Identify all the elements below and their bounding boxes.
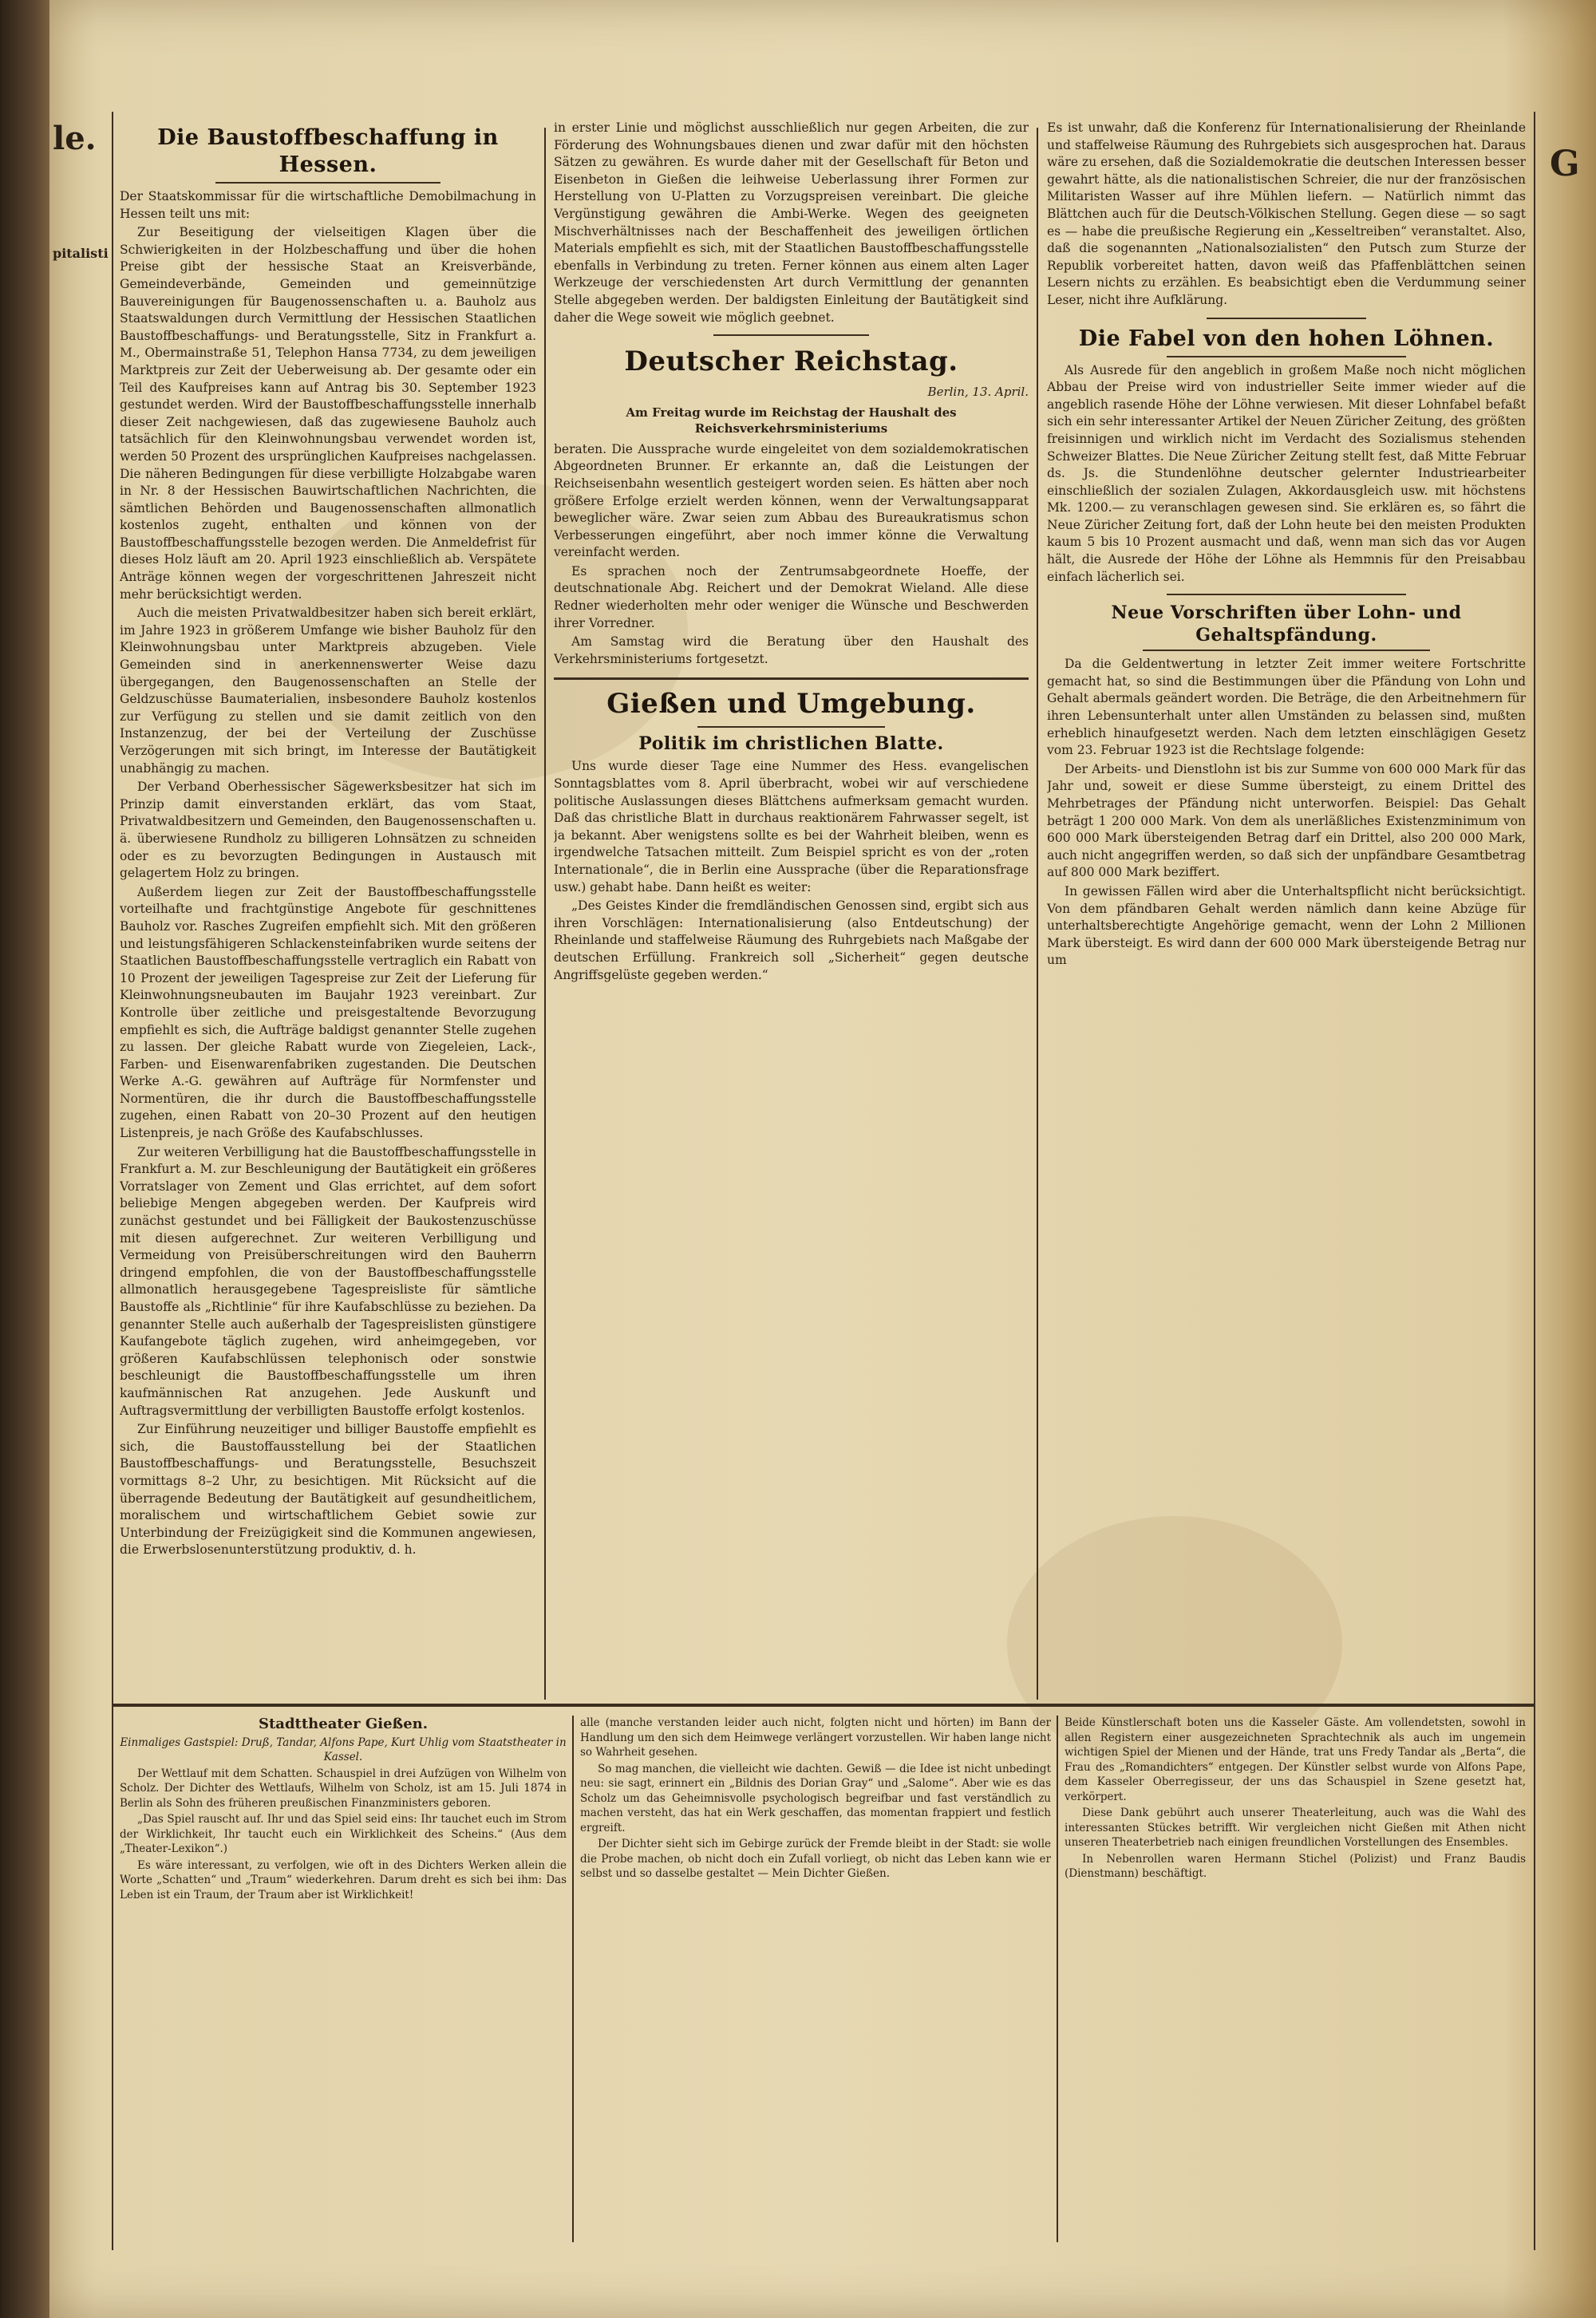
section-rule [112, 1704, 1534, 1707]
paragraph: Auch die meisten Privatwaldbesitzer haben sich bereit erklärt, im Jahre 1923 in größerem Umfange wie bisher Bauholz für den Kleinwohnungsbau unter Marktpreis abzugeben. Viele Gemeinden sind in anerkennenswerter Weise dazu übergegangen, den Baugenossenschaften an Stelle der Geldzuschüsse Baumaterialien, insbesondere Bauholz kostenlos zur Verfügung zu stellen und sie damit zeitlich von den Instanzenzug, der bei der Verteilung der Zuschüsse Verzögerungen mit sich bringt, im Interesse der Bautätigkeit unabhängig zu machen. [120, 606, 536, 776]
article-subtitle: Politik im christlichen Blatte. [638, 733, 944, 755]
column-rule [572, 1716, 574, 2242]
paragraph: Zur Beseitigung der vielseitigen Klagen über die Schwierigkeiten in der Holzbeschaffung und über die hohen Preise gibt der hessische Staat an Kreisverbände, Gemeindeverbände, Gemeinden und gemeinnützige Bauvereinigungen für Baugenossenschaften u. a. Bauholz aus Staatswaldungen durch Vermittlung der Hessischen Staatlichen Baustoffbeschaffungs- und Beratungsstelle, Sitz in Frankfurt a. M., Obermainstraße 51, Telephon Hansa 7734, zu dem jeweiligen Marktpreis zur Zeit der Ueberweisung ab. Der gesamte oder ein Teil des Kaufpreises kann auf Antrag bis 30. September 1923 gestundet werden. Wird der Baustoffbeschaffungsstelle innerhalb dieser Zeit nachgewiesen, daß das zugewiesene Bauholz auch tatsächlich für den Kleinwohnungsbau verwendet worden ist, werden 50 Prozent des ursprünglichen Kaufpreises nachgelassen. Die näheren Bedingungen für diese verbilligte Holzabgabe waren in Nr. 8 der Hessischen Bauwirtschaftlichen Nachrichten, die sämtlichen Behörden und Baugenossenschaften allmonatlich kostenlos zugeht, enthalten und können von der Baustoffbeschaffungsstelle bezogen werden. Die Anmeldefrist für dieses Holz läuft am 20. April 1923 einschließlich ab. Verspätete Anträge können wegen der vorgeschrittenen Jahreszeit nicht mehr berücksichtigt werden. [120, 225, 536, 602]
paragraph: „Des Geistes Kinder die fremdländischen Genossen sind, ergibt sich aus ihren Vorschlägen: Internationalisierung (also Entdeutschung) der Rheinlande und staffelweise Räumung des Ruhrgebiets nach Maßgabe der deutschen Erfüllung. Frankreich soll „Sicherheit“ gegen deutsche Angriffsgelüste gegeben werden.“ [554, 898, 1029, 982]
paragraph: Am Samstag wird die Beratung über den Haushalt des Verkehrsministeriums fortgesetzt. [554, 634, 1029, 666]
column-1 [120, 120, 536, 1700]
column-rule [544, 128, 546, 1700]
article-title-reichstag: Deutscher Reichstag. [624, 346, 958, 378]
theater-column-3 [1065, 1716, 1526, 2242]
subcaption: Am Freitag wurde im Reichstag der Haushalt des Reichsverkehrsministeriums [626, 405, 957, 436]
paragraph: in erster Linie und möglichst ausschließlich nur gegen Arbeiten, die zur Förderung des Wohnungsbaues dienen und zwar dafür mit den höchsten Sätzen zu gewähren. Es wurde daher mit der Gesellschaft für Beton und Eisenbeton in Gießen die leihweise Ueberlassung ihrer Formen zur Herstellung von U-Platten zu Vorzugspreisen vereinbart. Die gleiche Vergünstigung gewähren die Ambi-Werke. Wegen des geeigneten Mischverhältnisses nach der Beschaffenheit des jeweiligen örtlichen Materials empfiehlt es sich, mit der Staatlichen Baustoffbeschaffungsstelle ebenfalls in Verbindung zu treten. Ferner können aus einem alten Lager Werkzeuge der verschiedensten Art durch Vermittlung der genannten Stelle abgegeben werden. Der baldigsten Einleitung der Bautätigkeit sind daher die Wege soweit wie möglich geebnet. [554, 120, 1029, 325]
theater-column-2 [580, 1716, 1051, 2242]
dateline: Berlin, 13. April. [927, 385, 1029, 400]
paragraph: Es sprachen noch der Zentrumsabgeordnete Hoeffe, der deutschnationale Abg. Reichert und der Demokrat Wieland. Alle diese Redner wiederholten mehr oder weniger die Wünsche und Beschwerden ihrer Vorredner. [554, 563, 1029, 630]
paragraph: Zur Einführung neuzeitiger und billiger Baustoffe empfiehlt es sich, die Baustoffausstellung bei der Staatlichen Baustoffbeschaffungs- und Beratungsstelle, Besuchszeit vormittags 8–2 Uhr, zu besichtigen. Mit Rücksicht auf die überragende Bedeutung der Bautätigkeit auf gesundheitlichem, moralischem und wirtschaftlichem Gebiet sowie zur Unterbindung der Freizügigkeit sind die Kommunen angewiesen, die Erwerbslosenunterstützung produktiv, d. h. [120, 1422, 536, 1558]
article-title-giessen: Gießen und Umgebung. [606, 688, 976, 721]
column-2 [554, 120, 1029, 1700]
paragraph: Diese Dank gebührt auch unserer Theaterleitung, auch was die Wahl des interessanten Stückes betrifft. Wir vergleichen nicht Gießen mit Athen nicht unseren Theaterbetrieb nach einigen freundlichen Vorstellungen des Ensembles. [1065, 1807, 1526, 1849]
paragraph: Uns wurde dieser Tage eine Nummer des Hess. evangelischen Sonntagsblattes vom 8. April überbracht, wobei wir auf verschiedene politische Auslassungen dieses Blättchens aufmerksam gemacht wurden. Daß das christliche Blatt in durchaus reaktionärem Fahrwasser segelt, ist ja bekannt. Aber wenigstens sollte es bei der Wahrheit bleiben, wenn es irgendwelche Tatsachen mitteilt. Zum Beispiel spricht es von der „roten Internationale“, die in Berlin eine Aussprache (über die Reparationsfrage usw.) gehabt habe. Dann heißt es weiter: [554, 759, 1029, 894]
paragraph: In gewissen Fällen wird aber die Unterhaltspflicht nicht berücksichtigt. Von dem pfändbaren Gehalt werden nämlich dann keine Abzüge für unterhaltsberechtigte Angehörige gemacht, wenn der Lohn 2 Millionen Mark übersteigt. Es wird dann der 600 000 Mark übersteigende Betrag nur um [1047, 883, 1526, 968]
column-3 [1047, 120, 1526, 1700]
right-margin-fragment: G [1550, 144, 1580, 184]
paragraph: Der Wettlauf mit dem Schatten. Schauspiel in drei Aufzügen von Wilhelm von Scholz. Der Dichter des Wettlaufs, Wilhelm von Scholz, ist am 15. Juli 1874 in Berlin als Sohn des früheren preußischen Finanzministers geboren. [120, 1767, 567, 1810]
theater-column-1 [120, 1716, 567, 2242]
left-margin-fragment: pitalisti [53, 246, 109, 261]
theater-title: Stadttheater Gießen. [258, 1716, 429, 1732]
book-binding [0, 0, 49, 2318]
paragraph: Es wäre interessant, zu verfolgen, wie oft in des Dichters Werken allein die Worte „Schatten“ und „Traum“ wiederkehren. Darum dreht es sich bei ihm: Das Leben ist ein Traum, der Traum aber ist Wirklichkeit! [120, 1858, 567, 1901]
column-rule [1057, 1716, 1058, 2242]
article-title-baustoff: Die Baustoffbeschaffung in Hessen. [157, 125, 499, 177]
left-margin-heading: le. [53, 120, 97, 157]
paragraph: Da die Geldentwertung in letzter Zeit immer weitere Fortschritte gemacht hat, so sind die Bestimmungen über die Pfändung von Lohn und Gehalt abermals geändert worden. Die Beträge, die den Arbeitnehmern für ihren Lebensunterhalt unter allen Umständen zu belassen sind, mußten erheblich hinaufgesetzt werden. Nach dem letzten einschlägigen Gesetz vom 23. Februar 1923 ist die Rechtslage folgende: [1047, 657, 1526, 758]
paragraph: Der Arbeits- und Dienstlohn ist bis zur Summe von 600 000 Mark für das Jahr und, soweit er diese Summe übersteigt, zu einem Drittel des Mehrbetrages der Pfändung nicht unterworfen. Beispiel: Das Gehalt beträgt 1 200 000 Mark. Von dem als unerläßliches Existenzminimum von 600 000 Mark übersteigenden Betrag darf ein Drittel, also 200 000 Mark, auch nicht angegriffen werden, so daß sich der unpfändbare Gesamtbetrag auf 800 000 Mark beziffert. [1047, 761, 1526, 880]
paragraph: Beide Künstlerschaft boten uns die Kasseler Gäste. Am vollendetsten, sowohl in allen Registern einer ausgezeichneten Sprachtechnik als auch im ungemein wichtigen Spiel der Mienen und der Hände, trat uns Fredy Tandar als „Berta“, die Frau des „Romandichters“ entgegen. Der Künstler selbst wurde von Alfons Pape, dem Kasseler Oberregisseur, der uns das Schauspiel in Szene gesetzt hat, verkörpert. [1065, 1716, 1526, 1803]
column-rule [1534, 112, 1535, 2250]
paragraph: Der Verband Oberhessischer Sägewerksbesitzer hat sich im Prinzip damit einverstanden erklärt, das vom Staat, Privatwaldbesitzern und Gemeinden, den Baugenossenschaften u. ä. überwiesene Rundholz zu billigeren Lohnsätzen zu schneiden oder es zu bevorzugten Bedingungen in Austausch mit gelagertem Holz zu bringen. [120, 780, 536, 881]
column-rule [1037, 128, 1038, 1700]
article-title-loehne: Die Fabel von den hohen Löhnen. [1078, 326, 1495, 351]
paragraph: alle (manche verstanden leider auch nicht, folgten nicht und hörten) im Bann der Handlung um den sich dem Heimwege verlängert vorzustellen. Wir haben lange nicht so Wahrheit gesehen. [580, 1716, 1051, 1759]
paragraph: beraten. Die Aussprache wurde eingeleitet von dem sozialdemokratischen Abgeordneten Brunner. Er erkannte an, daß die Leistungen der Reichseisenbahn wesentlich gesteigert worden seien. Es hätten aber noch größere Erfolge erzielt werden können, wenn der Verwaltungsapparat beweglicher wäre. Zwar seien zum Abbau des Bureaukratismus schon Verbesserungen eingeführt, aber noch immer könne die Verwaltung vereinfacht werden. [554, 441, 1029, 560]
paragraph: Als Ausrede für den angeblich in großem Maße noch nicht möglichen Abbau der Preise wird von industrieller Seite immer wieder auf die angeblich rasende Höhe der Löhne verwiesen. Mit dieser Lohnfabel befaßt sich ein sehr interessanter Artikel der Neuen Züricher Zeitung, des größten freisinnigen und wirklich nicht im Verdacht des Sozialismus stehenden Schweizer Blattes. Die Neue Züricher Zeitung stellt fest, daß Mitte Februar ds. Js. die Stundenlöhne deutscher gelernter Industriearbeiter einschließlich der sozialen Zulagen, Akkordausgleich usw. mit höchstens Mk. 1200.— zu veranschlagen gewesen sind. Sie erklären es, so fährt die Neue Züricher Zeitung fort, daß der Lohn heute bei den meisten Produkten kaum 5 bis 10 Prozent ausmacht und daß, wenn man sich das vor Augen hält, die Ausrede der Höhe der Löhne als Hemmnis für den Preisabbau einfach lächerlich sei. [1047, 362, 1526, 584]
paragraph: Zur weiteren Verbilligung hat die Baustoffbeschaffungsstelle in Frankfurt a. M. zur Beschleunigung der Bautätigkeit ein größeres Vorratslager von Zement und Glas errichtet, auf dem sofort beliebige Mengen abgegeben werden. Der Kaufpreis wird zunächst gestundet und bei Fälligkeit der Baukostenzuschüsse mit diesen aufgerechnet. Zur weiteren Verbilligung und Vermeidung von Preisüberschreitungen wird den Bauherrn dringend empfohlen, die von der Baustoffbeschaffungsstelle allmonatlich herausgegebene Tagespreisliste für sämtliche Baustoffe als „Richtlinie“ für ihre Kaufabschlüsse zu beziehen. Da genannter Stelle auch außerhalb der Tagespreislisten günstigere Kaufangebote täglich zugehen, wird anheimgegeben, vor größeren Kaufabschlüssen telephonisch oder sonstwie beschleunigt die Baustoffbeschaffungsstelle um ihren kaufmännischen Rat anzugehen. Jede Auskunft und Auftragsvermittlung der verbilligten Baustoffe erfolgt kostenlos. [120, 1144, 536, 1418]
article-title-lohnpfaendung: Neue Vorschriften über Lohn- und Gehaltspfändung. [1111, 602, 1462, 646]
paragraph: In Nebenrollen waren Hermann Stichel (Polizist) und Franz Baudis (Dienstmann) beschäftigt. [1065, 1852, 1526, 1880]
left-margin-column [53, 120, 112, 1716]
theater-lead: Einmaliges Gastspiel: Druß, Tandar, Alfons Pape, Kurt Uhlig vom Staatstheater in Kassel. [120, 1736, 567, 1763]
paragraph: „Das Spiel rauscht auf. Ihr und das Spiel seid eins: Ihr tauchet euch im Strom der Wirklichkeit, Ihr taucht euch ein Wirklichkeit des Scheins.“ (Aus dem „Theater-Lexikon“.) [120, 1813, 567, 1855]
newspaper-page [49, 0, 1596, 2318]
column-rule [112, 112, 113, 2250]
paragraph: Der Staatskommissar für die wirtschaftliche Demobilmachung in Hessen teilt uns mit: [120, 189, 536, 221]
paragraph: Es ist unwahr, daß die Konferenz für Internationalisierung der Rheinlande und staffelweise Räumung des Ruhrgebiets sich ausgesprochen hat. Daraus wäre zu ersehen, daß die Sozialdemokratie die deutschen Interessen besser gewahrt hätte, als die nationalistischen Schreier, die nur der französischen Militaristen Wasser auf ihre Mühlen liefern. — Natürlich nimmt das Blättchen auch für die Deutsch-Völkischen Stellung. Gegen diese — so sagt es — habe die preußische Regierung ein „Kesseltreiben“ veranstaltet. Also, daß die sogenannten „Nationalsozialisten“ den Putsch zum Sturze der Republik vorbereitet hatten, davon weiß das Pfaffenblättchen seinen Lesern nichts zu erzählen. Es beabsichtigt eben die Verdummung seiner Leser, nicht ihre Aufklärung. [1047, 120, 1526, 307]
paragraph: So mag manchen, die vielleicht wie dachten. Gewiß — die Idee ist nicht unbedingt neu: sie sagt, erinnert ein „Bildnis des Dorian Gray“ und „Salome“. Aber wie es das Scholz um das Geheimnisvolle psychologisch begreifbar und fast verständlich zu machen versteht, das hat ein Werk geschaffen, das momentan frappiert und festlich ergreift. [580, 1762, 1051, 1834]
paragraph: Der Dichter sieht sich im Gebirge zurück der Fremde bleibt in der Stadt: sie wolle die Probe machen, ob nicht doch ein Zufall vorliegt, ob nicht das Leben kann wie er selbst und so dasselbe gestaltet — Mein Dichter Gießen. [580, 1838, 1051, 1880]
paragraph: Außerdem liegen zur Zeit der Baustoffbeschaffungsstelle vorteilhafte und frachtgünstige Angebote für geschnittenes Bauholz vor. Rasches Zugreifen empfiehlt sich. Mit den größeren und leistungsfähigeren Schlackensteinfabriken wurde seitens der Staatlichen Baustoffbeschaffungsstelle vertraglich ein Rabatt von 10 Prozent der jeweiligen Tagespreise zur Zeit der Lieferung für Kleinwohnungsneubauten im Baujahr 1923 vereinbart. Zur Kontrolle über zeitliche und preisgestaltende Bevorzugung empfiehlt es sich, die Aufträge baldigst genannter Stelle zugehen zu lassen. Der gleiche Rabatt wurde von Ziegeleien, Lack-, Farben- und Eisenwarenfabriken zugestanden. Die Deutschen Werke A.-G. gewähren auf Aufträge für Normfenster und Normentüren, die ihr durch die Baustoffbeschaffungsstelle zugehen, einen Rabatt von 20–30 Prozent auf den heutigen Listenpreis, je nach Größe des Kaufabschlusses. [120, 884, 536, 1141]
